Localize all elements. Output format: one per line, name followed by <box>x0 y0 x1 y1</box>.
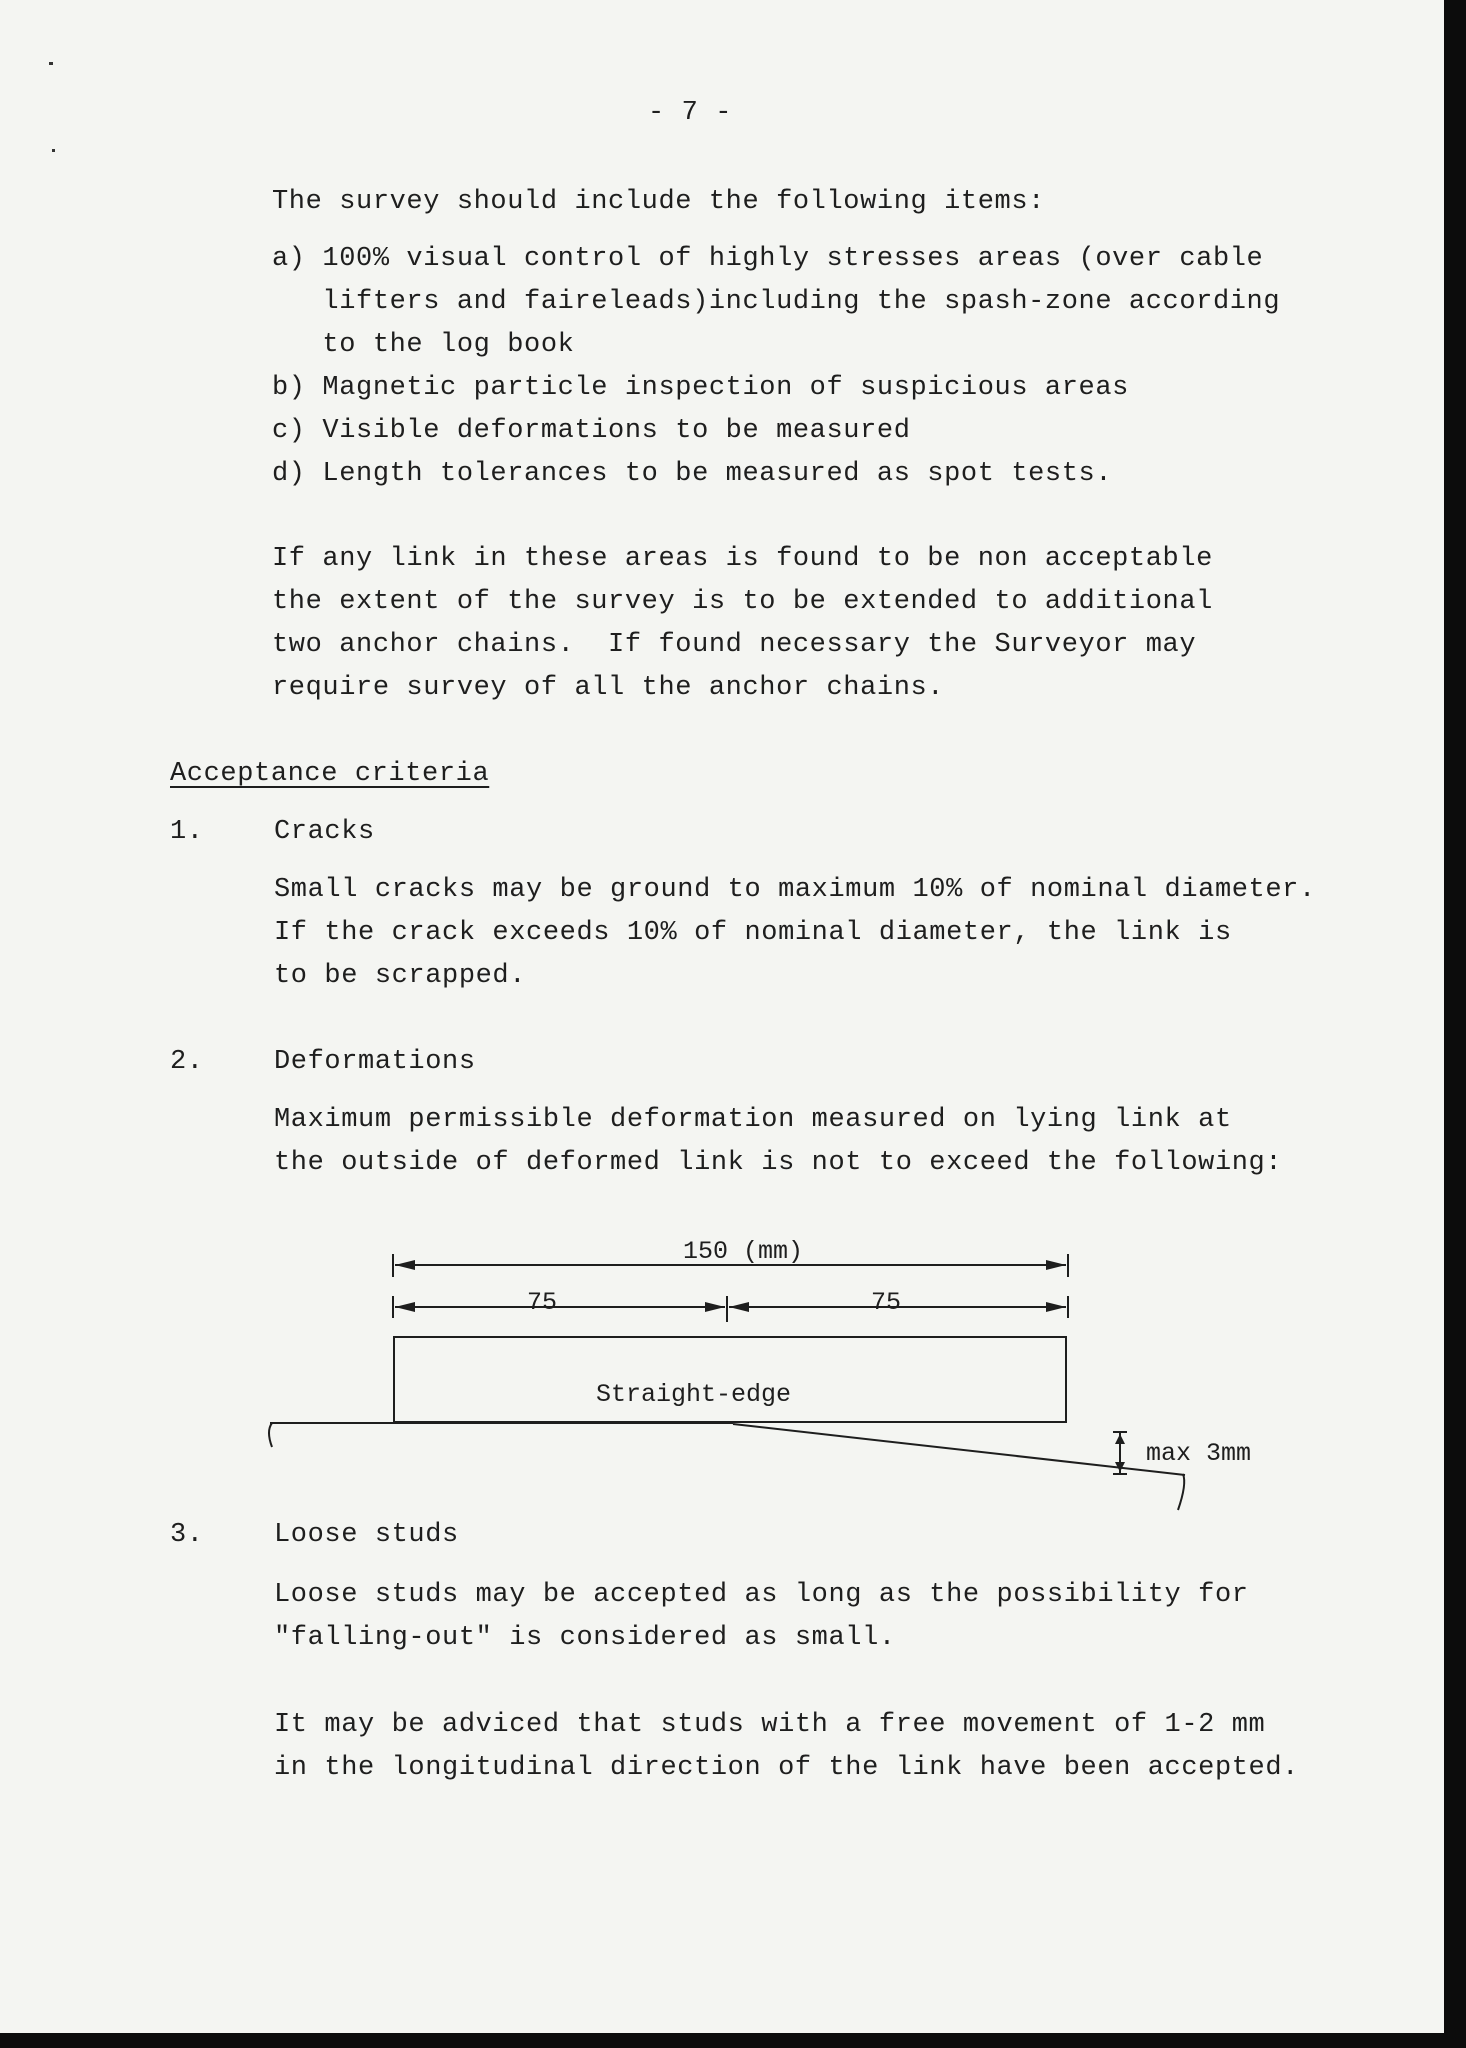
intro-text: The survey should include the following items: <box>272 187 1045 217</box>
cracks-line: Small cracks may be ground to maximum 10% of nominal diameter. <box>274 875 1316 905</box>
list-item-b: b) Magnetic particle inspection of suspicious areas <box>272 373 1129 403</box>
right-half-label: 75 <box>871 1288 902 1317</box>
paragraph-line: require survey of all the anchor chains. <box>272 673 945 703</box>
deformations-line: the outside of deformed link is not to exceed the following: <box>274 1148 1283 1178</box>
page-number: - 7 - <box>648 98 733 128</box>
loose-studs-line: It may be adviced that studs with a free movement of 1-2 mm <box>274 1710 1266 1740</box>
break-mark-right <box>1178 1474 1184 1510</box>
cracks-line: If the crack exceeds 10% of nominal diameter, the link is <box>274 918 1232 948</box>
arrow-head <box>395 1302 415 1312</box>
straight-edge-label: Straight-edge <box>596 1380 792 1409</box>
paragraph-line: the extent of the survey is to be extended to additional <box>272 587 1213 617</box>
section-title-loose-studs: Loose studs <box>274 1520 459 1550</box>
acceptance-heading: Acceptance criteria <box>170 759 490 789</box>
arrow-head <box>395 1260 415 1270</box>
arrow-head <box>705 1302 725 1312</box>
list-item-a-line1: a) 100% visual control of highly stresses areas (over cable <box>272 244 1264 274</box>
paragraph-line: If any link in these areas is found to be non acceptable <box>272 544 1213 574</box>
section-number: 1. <box>170 817 204 847</box>
list-item-c: c) Visible deformations to be measured <box>272 416 911 446</box>
break-mark-left <box>269 1423 272 1447</box>
deformations-line: Maximum permissible deformation measured on lying link at <box>274 1105 1232 1135</box>
loose-studs-line: Loose studs may be accepted as long as the possibility for <box>274 1580 1249 1610</box>
arrow-head <box>1046 1302 1066 1312</box>
list-item-d: d) Length tolerances to be measured as spot tests. <box>272 459 1113 489</box>
loose-studs-line: in the longitudinal direction of the link have been accepted. <box>274 1753 1299 1783</box>
arrow-head <box>1046 1260 1066 1270</box>
cracks-line: to be scrapped. <box>274 961 527 991</box>
paragraph-line: two anchor chains. If found necessary the Surveyor may <box>272 630 1197 660</box>
left-half-label: 75 <box>527 1288 558 1317</box>
overall-dimension-label: 150 (mm) <box>683 1237 804 1266</box>
list-item-a-line2: lifters and faireleads)including the spash-zone according <box>272 287 1281 317</box>
arrow-head <box>1115 1434 1125 1444</box>
max-deflection-label: max 3mm <box>1146 1439 1252 1468</box>
section-number: 2. <box>170 1047 204 1077</box>
list-item-a-line3: to the log book <box>272 330 575 360</box>
section-title-cracks: Cracks <box>274 817 375 847</box>
arrow-head <box>729 1302 749 1312</box>
section-number: 3. <box>170 1520 204 1550</box>
section-title-deformations: Deformations <box>274 1047 476 1077</box>
loose-studs-line: "falling-out" is considered as small. <box>274 1623 896 1653</box>
